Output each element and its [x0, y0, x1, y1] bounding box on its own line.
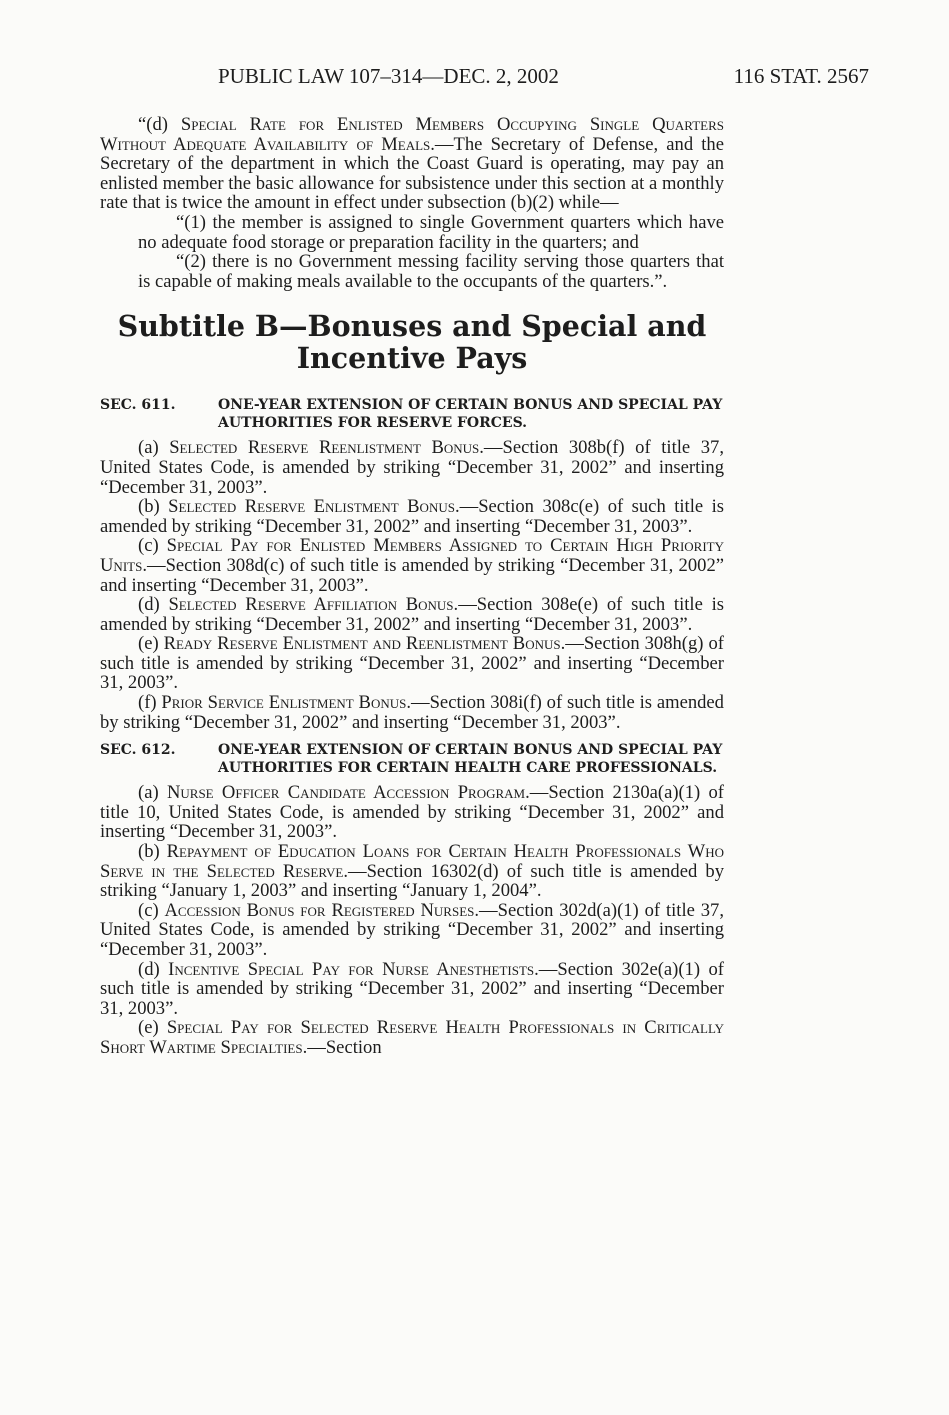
section-611-a: (a) Selected Reserve Reenlistment Bonus.—Section 308b(f) of title 37, United States Code, is amended by striking “December 31, 2002” and inserting “December 31, 2003”.	[100, 437, 724, 498]
section-title: ONE-YEAR EXTENSION OF CERTAIN BONUS AND SPECIAL PAY AUTHORITIES FOR CERTAIN HEALTH CARE PROFESSIONALS.	[218, 742, 723, 776]
section-number: SEC. 612.	[100, 742, 176, 759]
law-citation: PUBLIC LAW 107–314—DEC. 2, 2002	[218, 64, 559, 88]
section-612-b: (b) Repayment of Education Loans for Certain Health Professionals Who Serve in the Selected Reserve.—Section 16302(d) of such title is amended by striking “January 1, 2003” and inserting “January 1, 2004”.	[100, 841, 724, 902]
subtitle-heading: Subtitle B—Bonuses and Special and Incentive Pays	[117, 309, 707, 376]
paragraph-d-special-rate: “(d) Special Rate for Enlisted Members Occupying Single Quarters Without Adequate Availability of Meals.—The Secretary of Defense, and the Secretary of the department in which the Coast Guard is operating, may pay an enlisted member the basic allowance for subsistence under this section at a monthly rate that is twice the amount in effect under subsection (b)(2) while—	[100, 114, 724, 214]
section-number: SEC. 611.	[100, 397, 176, 414]
clause-2: “(2) there is no Government messing facility serving those quarters that is capable of making meals available to the occupants of the quarters.”.	[138, 251, 724, 292]
section-611-heading	[100, 397, 724, 432]
section-611-e: (e) Ready Reserve Enlistment and Reenlistment Bonus.—Section 308h(g) of such title is amended by striking “December 31, 2002” and inserting “December 31, 2003”.	[100, 633, 724, 694]
section-611-d: (d) Selected Reserve Affiliation Bonus.—Section 308e(e) of such title is amended by striking “December 31, 2002” and inserting “December 31, 2003”.	[100, 594, 724, 635]
section-title: ONE-YEAR EXTENSION OF CERTAIN BONUS AND SPECIAL PAY AUTHORITIES FOR RESERVE FORCES.	[218, 397, 723, 431]
section-612-c: (c) Accession Bonus for Registered Nurses.—Section 302d(a)(1) of title 37, United States Code, is amended by striking “December 31, 2002” and inserting “December 31, 2003”.	[100, 899, 724, 960]
section-612-heading	[100, 742, 724, 777]
running-header	[218, 64, 869, 92]
section-612-e: (e) Special Pay for Selected Reserve Health Professionals in Critically Short Wartime Specialties.—Section	[100, 1017, 724, 1058]
section-611-c: (c) Special Pay for Enlisted Members Assigned to Certain High Priority Units.—Section 308d(c) of such title is amended by striking “December 31, 2002” and inserting “December 31, 2003”.	[100, 535, 724, 596]
clause-1: “(1) the member is assigned to single Government quarters which have no adequate food storage or preparation facility in the quarters; and	[138, 211, 724, 253]
statute-page-number: 116 STAT. 2567	[733, 64, 869, 88]
section-611-f: (f) Prior Service Enlistment Bonus.—Section 308i(f) of such title is amended by striking “December 31, 2002” and inserting “December 31, 2003”.	[100, 692, 724, 733]
document-body	[100, 115, 724, 1058]
section-612-a: (a) Nurse Officer Candidate Accession Program.—Section 2130a(a)(1) of title 10, United States Code, is amended by striking “December 31, 2002” and inserting “December 31, 2003”.	[100, 782, 724, 843]
section-612-d: (d) Incentive Special Pay for Nurse Anesthetists.—Section 302e(a)(1) of such title is amended by striking “December 31, 2002” and inserting “December 31, 2003”.	[100, 958, 724, 1019]
section-611-b: (b) Selected Reserve Enlistment Bonus.—Section 308c(e) of such title is amended by striking “December 31, 2002” and inserting “December 31, 2003”.	[100, 496, 724, 537]
paragraph-heading: Special Rate for Enlisted Members Occupying Single Quarters Without Adequate Availability of Meals.	[100, 114, 724, 155]
